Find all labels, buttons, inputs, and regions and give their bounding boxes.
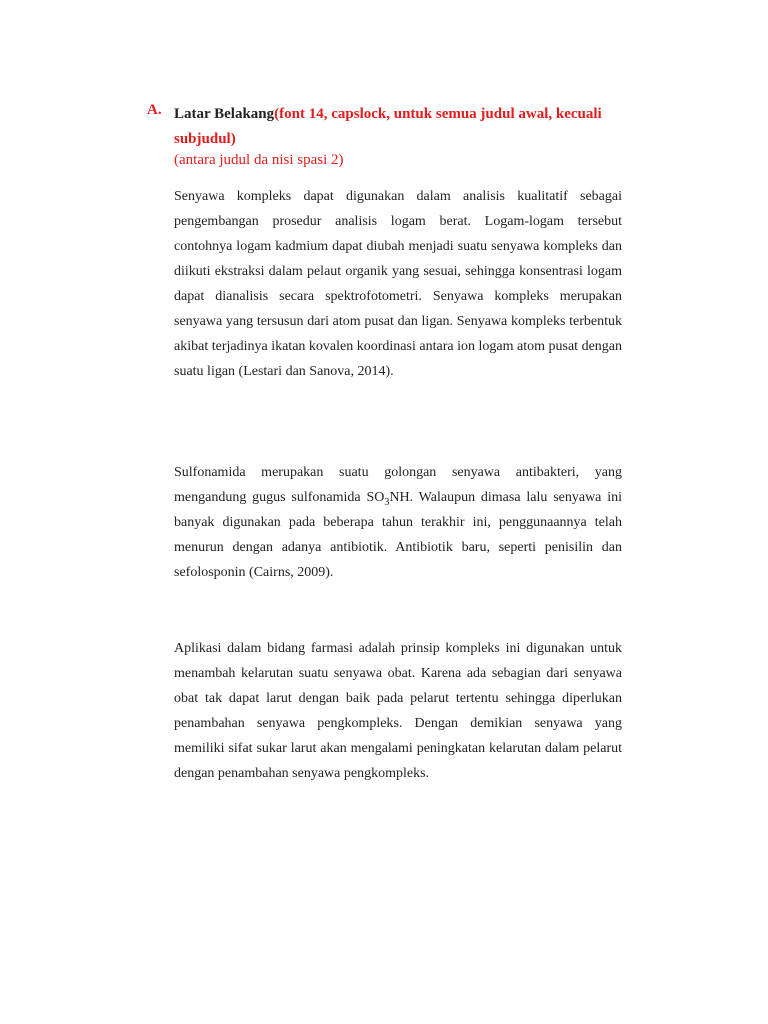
- heading-title: Latar Belakang: [174, 106, 275, 122]
- paragraph-2-text-end: NH. Walaupun dimasa lalu senyawa ini banyak digunakan pada beberapa tahun terakhir ini, penggunaannya telah menurun dengan adanya antibiotik. Antibiotik baru, seperti penisilin dan sefolosponin (Cairns, 2009).: [174, 490, 622, 580]
- heading-marker: A.: [147, 102, 162, 118]
- paragraph-3: Aplikasi dalam bidang farmasi adalah prinsip kompleks ini digunakan untuk menambah kelarutan suatu senyawa obat. Karena ada sebagian dari senyawa obat tak dapat larut dengan baik pada pelarut tertentu sehingga diperlukan penambahan senyawa pengkompleks. Dengan demikian senyawa yang memiliki sifat sukar larut akan mengalami peningkatan kelarutan dalam pelarut dengan penambahan senyawa pengkompleks.: [174, 641, 622, 781]
- paragraph-2: [174, 460, 622, 585]
- paragraph-1: Senyawa kompleks dapat digunakan dalam analisis kualitatif sebagai pengembangan prosedur analisis logam berat. Logam-logam tersebut contohnya logam kadmium dapat diubah menjadi suatu senyawa kompleks dan diikuti ekstraksi dalam pelaut organik yang sesuai, sehingga konsentrasi logam dapat dianalisis secara spektrofotometri. Senyawa kompleks merupakan senyawa yang tersusun dari atom pusat dan ligan. Senyawa kompleks terbentuk akibat terjadinya ikatan kovalen koordinasi antara ion logam atom pusat dengan suatu ligan (Lestari dan Sanova, 2014).: [174, 189, 622, 379]
- section-heading: [174, 102, 622, 152]
- heading-spacing-note: (antara judul da nisi spasi 2): [174, 152, 344, 168]
- subscript-3: 3: [384, 496, 390, 508]
- paragraph-2-text-start: Sulfonamida merupakan suatu golongan senyawa antibakteri, yang mengandung gugus sulfonamida SO: [174, 465, 622, 505]
- heading-format-note: (font 14, capslock, untuk semua judul awal, kecuali subjudul): [174, 106, 602, 147]
